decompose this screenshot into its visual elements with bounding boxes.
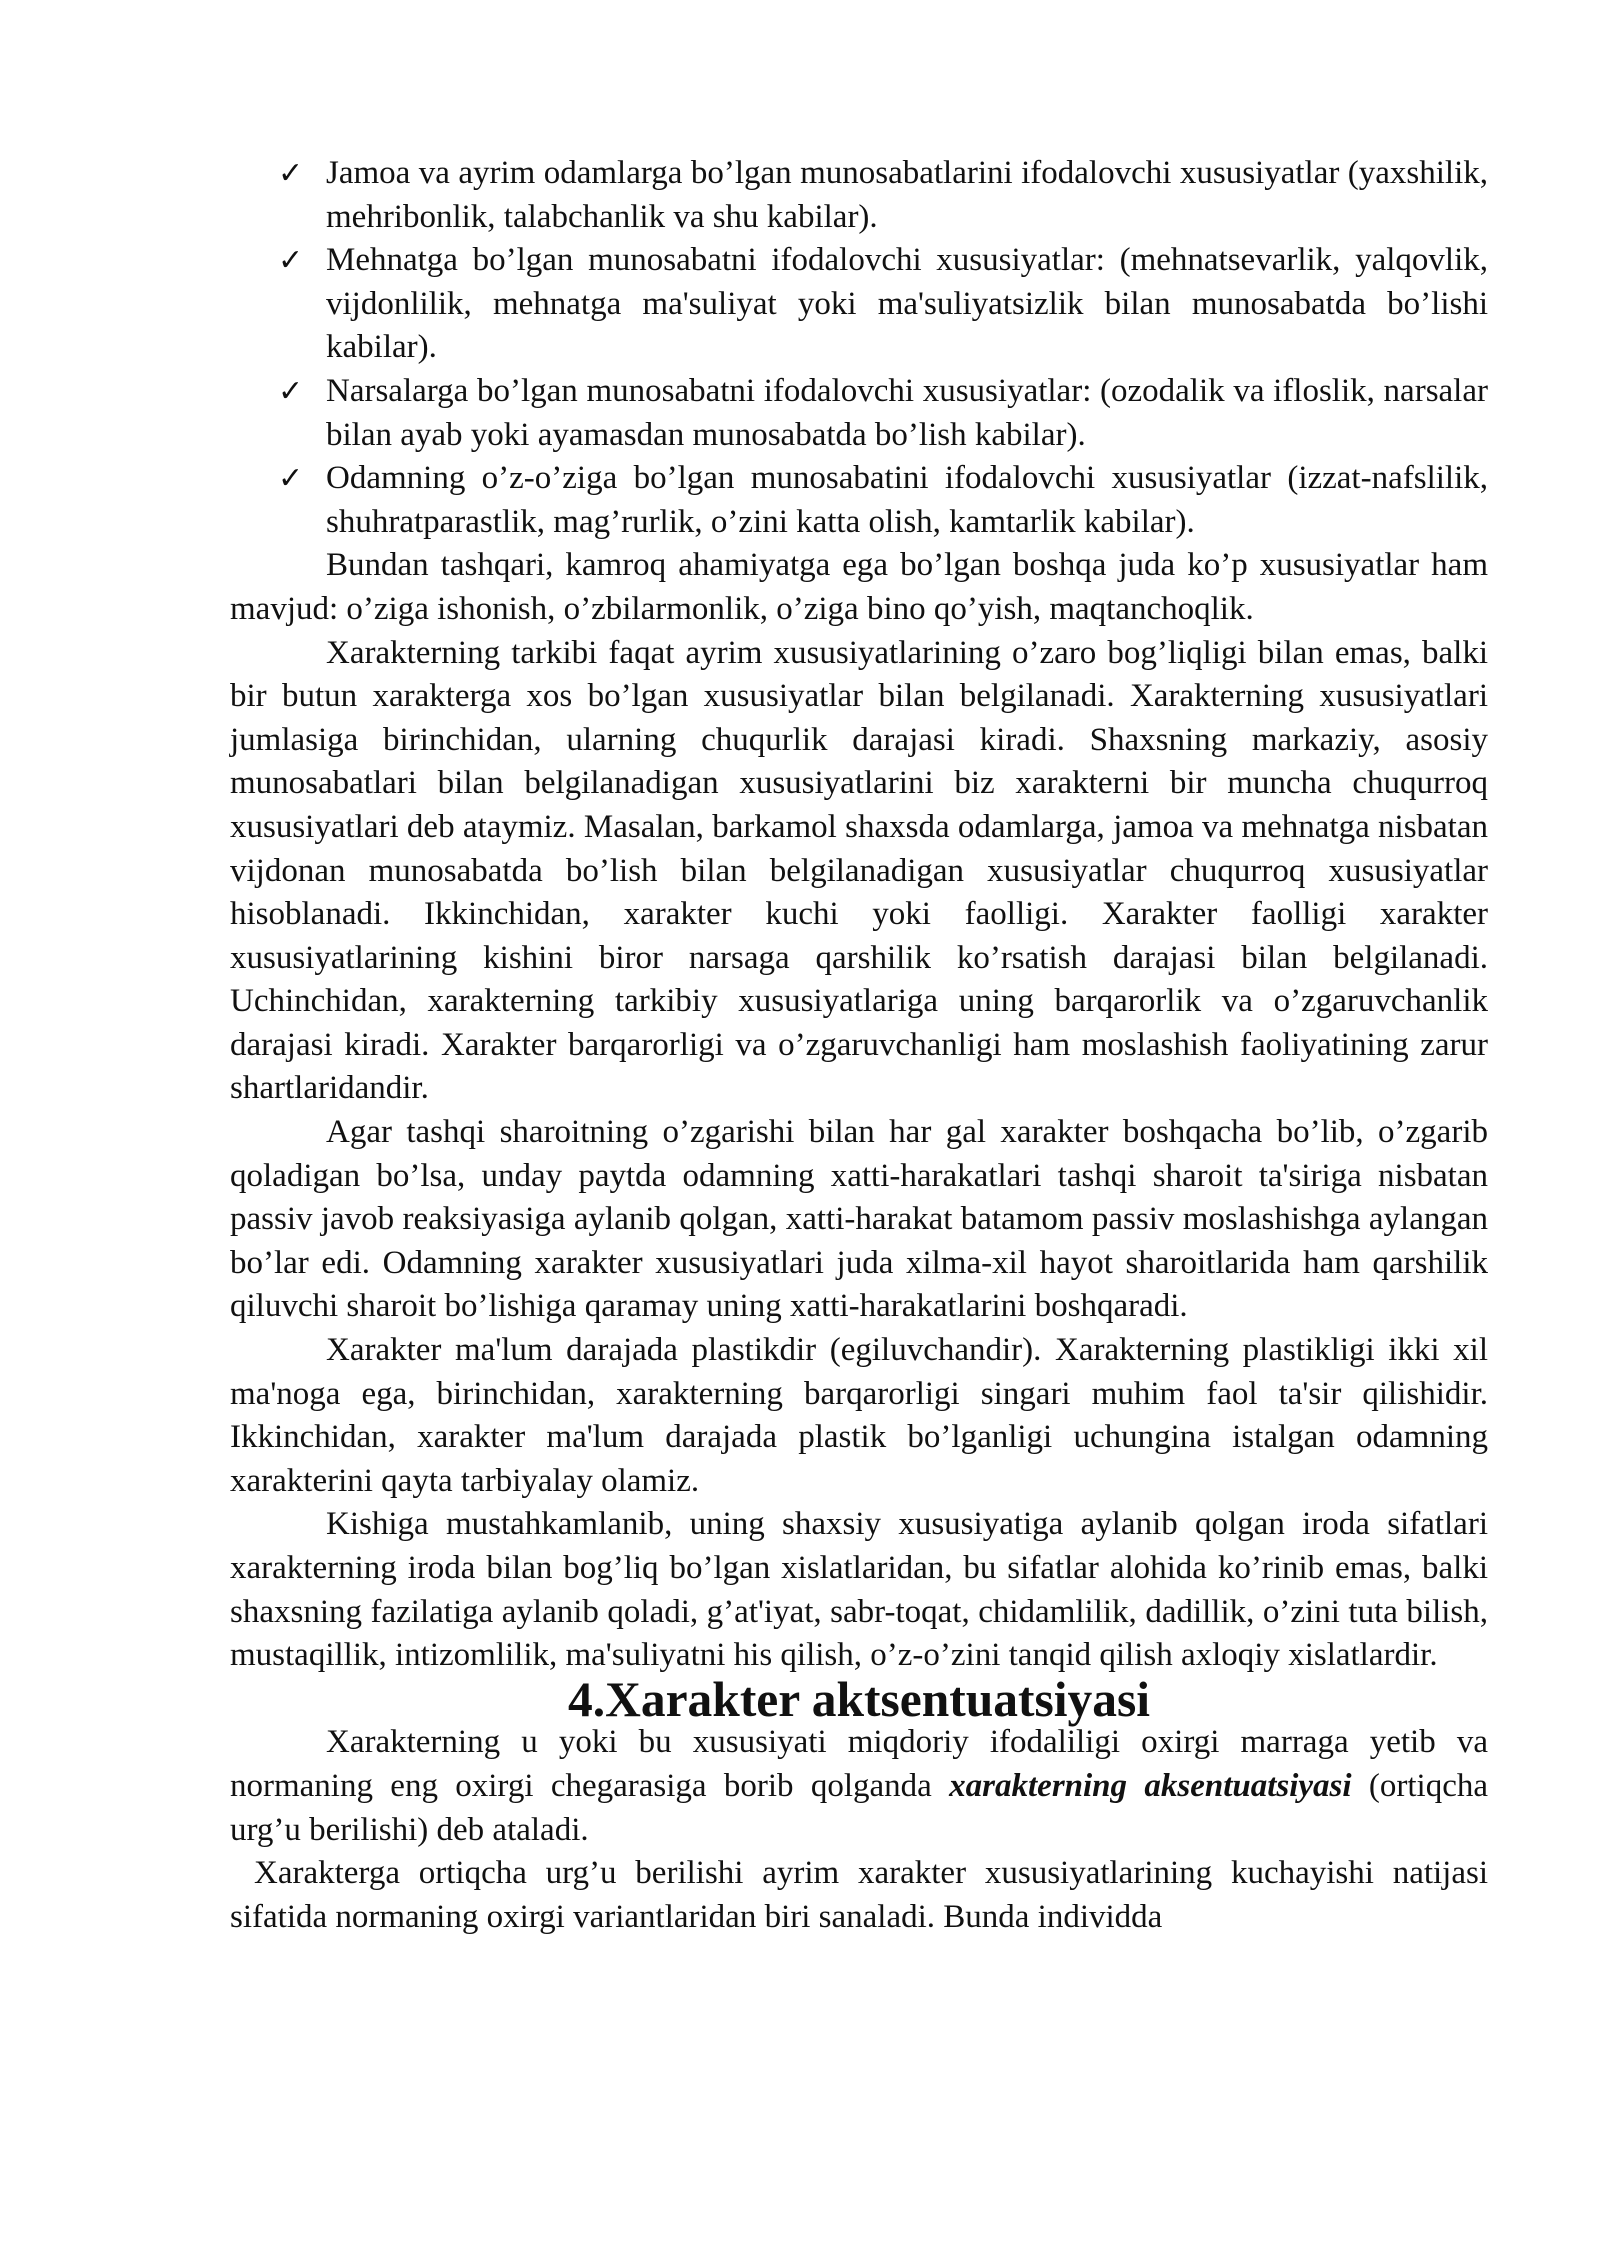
checkmark-icon: ✓ xyxy=(278,461,304,497)
bullet-item xyxy=(230,457,1488,544)
paragraph-text: Xarakterning u yoki bu xususiyati miqdoriy ifodaliligi oxirgi marraga yetib va normaning eng oxirgi chegarasiga borib qolganda xyxy=(230,1724,1488,1804)
section-heading: 4.Xarakter aktsentuatsiyasi xyxy=(567,1671,1151,1727)
paragraph: Bundan tashqari, kamroq ahamiyatga ega bo’lgan boshqa juda ko’p xususiyatlar ham mavjud: o’ziga ishonish, o’zbilarmonlik, o’ziga bino qo’yish, maqtanchoqlik. xyxy=(230,547,1488,627)
paragraph: Xarakter ma'lum darajada plastikdir (egiluvchandir). Xarakterning plastikligi ikki xil ma'noga ega, birinchidan, xarakterning barqarorligi singari muhim faol ta'sir qilishidir. Ikkinchidan, xarakter ma'lum darajada plastik bo’lganligi uchungina istalgan odamning xarakterini qayta tarbiyalay olamiz. xyxy=(230,1332,1488,1499)
bullet-item xyxy=(230,239,1488,370)
paragraph: Kishiga mustahkamlanib, uning shaxsiy xususiyatiga aylanib qolgan iroda sifatlari xarakterning iroda bilan bog’liq bo’lgan xislatlaridan, bu sifatlar alohida ko’rinib emas, balki shaxsning fazilatiga aylanib qoladi, g’at'iyat, sabr-toqat, chidamlilik, dadillik, o’zini tuta bilish, mustaqillik, intizomlilik, ma'suliyatni his qilish, o’z-o’zini tanqid qilish axloqiy xislatlardir. xyxy=(230,1506,1488,1674)
paragraph xyxy=(230,1721,1488,1852)
bullet-text: Jamoa va ayrim odamlarga bo’lgan munosabatlarini ifodalovchi xususiyatlar (yaxshilik, mehribonlik, talabchanlik va shu kabilar). xyxy=(326,155,1488,235)
checkmark-icon: ✓ xyxy=(278,243,304,279)
paragraph: Xarakterga ortiqcha urg’u berilishi ayrim xarakter xususiyatlarining kuchayishi natijasi sifatida normaning oxirgi variantlaridan biri sanaladi. Bunda individda xyxy=(230,1855,1488,1935)
bullet-item xyxy=(230,152,1488,239)
bullet-item xyxy=(230,370,1488,457)
bullet-text: Mehnatga bo’lgan munosabatni ifodalovchi xususiyatlar: (mehnatsevarlik, yalqovlik, vijdonlilik, mehnatga ma'suliyat yoki ma'suliyatsizlik bilan munosabatda bo’lishi kabilar). xyxy=(326,242,1488,366)
checkmark-icon: ✓ xyxy=(278,373,304,409)
trait-bullet-list xyxy=(230,152,1488,544)
bullet-text: Narsalarga bo’lgan munosabatni ifodalovchi xususiyatlar: (ozodalik va ifloslik, narsalar bilan ayab yoki ayamasdan munosabatda bo’lish kabilar). xyxy=(326,372,1488,453)
bullet-text: Odamning o’z-o’ziga bo’lgan munosabatini ifodalovchi xususiyatlar (izzat-nafslilik, shuhratparastlik, mag’rurlik, o’zini katta olish, kamtarlik kabilar). xyxy=(326,460,1488,540)
paragraph: Agar tashqi sharoitning o’zgarishi bilan har gal xarakter boshqacha bo’lib, o’zgarib qoladigan bo’lsa, unday paytda odamning xatti-harakatlari tashqi sharoit ta'siriga nisbatan passiv javob reaksiyasiga aylanib qolgan, xatti-harakat batamom passiv moslashishga aylangan bo’lar edi. Odamning xarakter xususiyatlari juda xilma-xil hayot sharoitlarida ham qarshilik qiluvchi sharoit bo’lishiga qaramay uning xatti-harakatlarini boshqaradi. xyxy=(230,1114,1488,1325)
emphasized-term: xarakterning aksentuatsiyasi xyxy=(949,1767,1352,1804)
checkmark-icon: ✓ xyxy=(278,156,304,191)
document-page xyxy=(230,152,1488,1939)
paragraph: Xarakterning tarkibi faqat ayrim xususiyatlarining o’zaro bog’liqligi bilan emas, balki bir butun xarakterga xos bo’lgan xususiyatlar bilan belgilanadi. Xarakterning xususiyatlari jumlasiga birinchidan, ularning chuqurlik darajasi kiradi. Shaxsning markaziy, asosiy munosabatlari bilan belgilanadigan xususiyatlarini biz xarakterni bir muncha chuqurroq xususiyatlari deb ataymiz. Masalan, barkamol shaxsda odamlarga, jamoa va mehnatga nisbatan vijdonan munosabatda bo’lish bilan belgilanadigan xususiyatlar chuqurroq xususiyatlar hisoblanadi. Ikkinchidan, xarakter kuchi yoki faolligi. Xarakter faolligi xarakter xususiyatlarining kishini biror narsaga qarshilik ko’rsatish darajasi bilan belgilanadi. Uchinchidan, xarakterning tarkibiy xususiyatlariga uning barqarorlik va o’zgaruvchanlik darajasi kiradi. Xarakter barqarorligi va o’zgaruvchanligi ham moslashish faoliyatining zarur shartlaridandir. xyxy=(230,634,1488,1107)
paragraph-text: (ortiqcha urg’u berilishi) deb ataladi. xyxy=(230,1767,1488,1848)
